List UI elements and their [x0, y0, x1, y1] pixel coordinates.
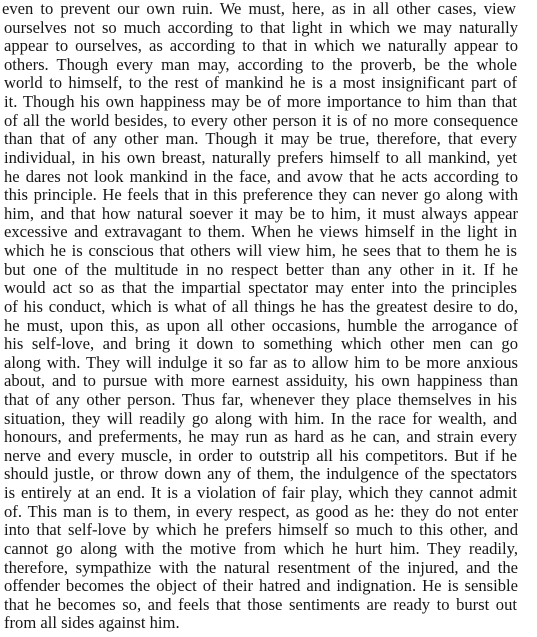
text-line: of his conduct, which is what of all things he has the greatest desire to do, [4, 296, 518, 316]
text-line: ourselves not so much according to that light in which we may naturally [4, 17, 518, 37]
text-line: others. Though every man may, according to the proverb, be the whole [4, 54, 517, 74]
text-line: world to himself, to the rest of mankind he is a most insignificant part of [4, 73, 517, 93]
text-line: offender becomes the object of their hatred and indignation. He is sensible [4, 576, 518, 596]
text-line: excessive and extravagant to them. When he views himself in the light in [4, 222, 517, 242]
text-line: situation, they will readily go along with him. In the race for wealth, and [4, 408, 517, 428]
text-line: this principle. He feels that in this preference they can never go along with [4, 185, 518, 205]
text-line: him, and that how natural soever it may be to him, it must always appear [4, 203, 518, 223]
text-line: should justle, or throw down any of them, the indulgence of the spectators [4, 464, 517, 484]
text-line: even to prevent our own ruin. We must, here, as in all other cases, view [2, 0, 516, 18]
text-line: from all sides against him. [4, 613, 180, 633]
text-line: he must, upon this, as upon all other occasions, humble the arrogance of [4, 315, 518, 335]
text-line: he dares not look mankind in the face, and avow that he acts according to [4, 166, 518, 186]
text-line: than that of any other man. Though it may be true, therefore, that every [4, 129, 517, 149]
text-line: that he becomes so, and feels that those sentiments are ready to burst out [4, 594, 517, 614]
text-line: is entirely at an end. It is a violation of fair play, which they cannot admit [4, 483, 517, 503]
text-line: but one of the multitude in no respect better than any other in it. If he [4, 259, 518, 279]
text-line: that of any other person. Thus far, whenever they place themselves in his [4, 389, 517, 409]
text-line: it. Though his own happiness may be of more importance to him than that [4, 92, 517, 112]
text-line: about, and to pursue with more earnest assiduity, his own happiness than [4, 371, 518, 391]
text-line: nerve and every muscle, in order to outstrip all his competitors. But if he [4, 445, 517, 465]
text-line: individual, in his own breast, naturally prefers himself to all mankind, yet [4, 147, 517, 167]
text-line: honours, and preferments, he may run as hard as he can, and strain every [4, 427, 517, 447]
text-line: along with. They will indulge it so far as to allow him to be more anxious [4, 352, 518, 372]
text-line: would act so as that the impartial spectator may enter into the principles [4, 278, 517, 298]
text-line: of. This man is to them, in every respect, as good as he: they do not enter [4, 501, 518, 521]
text-line: appear to ourselves, as according to that in which we naturally appear to [4, 36, 518, 56]
text-line: of all the world besides, to every other person it is of no more consequence [4, 110, 518, 130]
text-line: his self-love, and bring it down to something which other men can go [4, 334, 518, 354]
text-line: which he is conscious that others will view him, he sees that to them he is [4, 241, 517, 261]
text-line: cannot go along with the motive from which he hurt him. They readily, [4, 538, 518, 558]
text-line: therefore, sympathize with the natural resentment of the injured, and the [4, 557, 518, 577]
text-line: into that self-love by which he prefers himself so much to this other, and [4, 520, 518, 540]
